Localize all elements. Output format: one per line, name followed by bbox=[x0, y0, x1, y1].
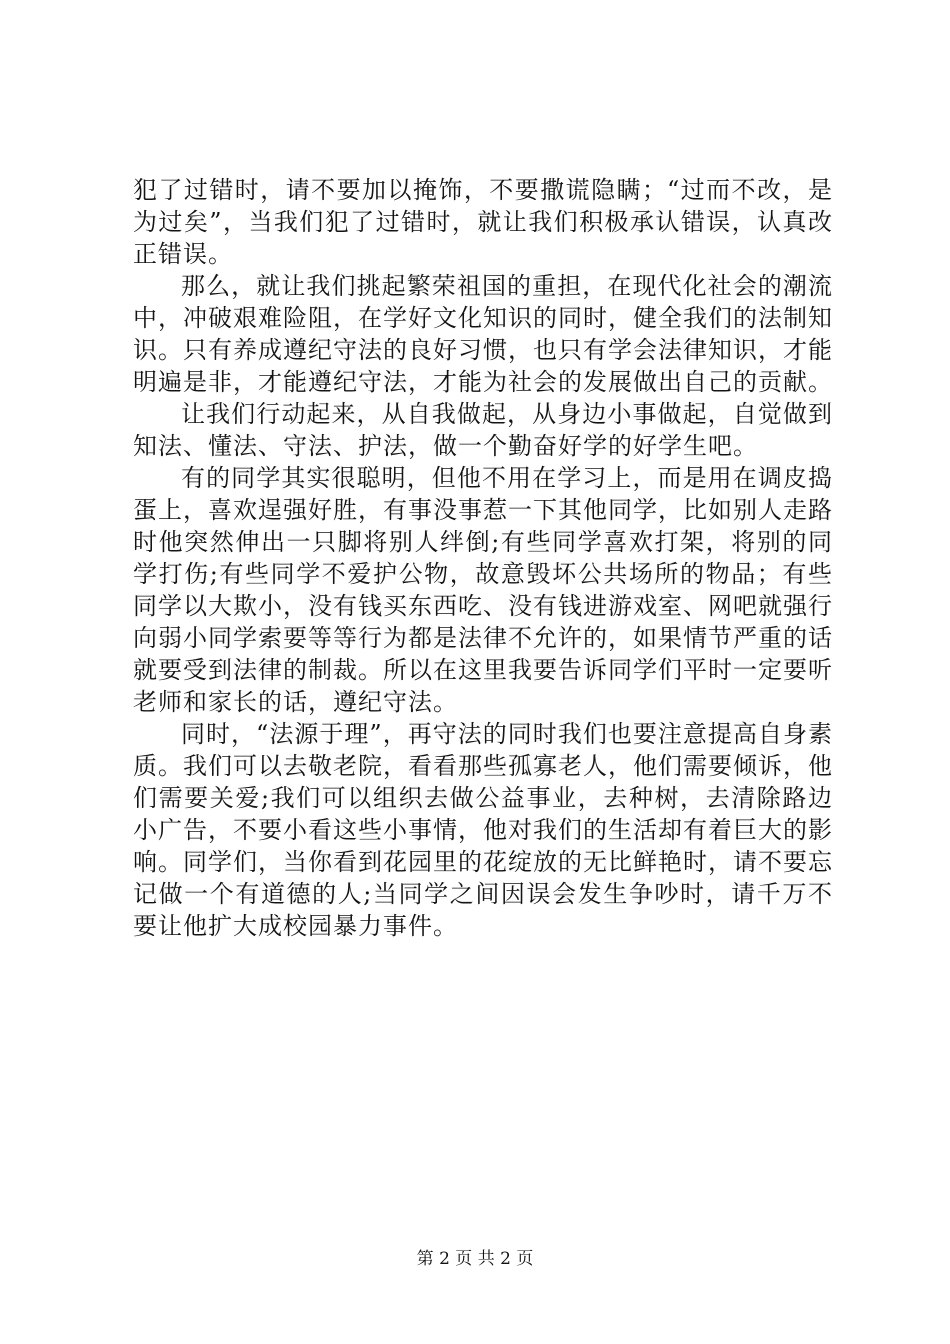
document-body bbox=[133, 174, 833, 942]
paragraph-2: 那么，就让我们挑起繁荣祖国的重担，在现代化社会的潮流中，冲破艰难险阻，在学好文化知识的同时，健全我们的法制知识。只有养成遵纪守法的良好习惯，也只有学会法律知识，才能明遍是非，才能遵纪守法，才能为社会的发展做出自己的贡献。 bbox=[133, 272, 833, 396]
paragraph-3: 让我们行动起来，从自我做起，从身边小事做起，自觉做到知法、懂法、守法、护法，做一个勤奋好学的好学生吧。 bbox=[133, 400, 833, 460]
paragraph-5: 同时，“法源于理”，再守法的同时我们也要注意提高自身素质。我们可以去敬老院，看看那些孤寡老人，他们需要倾诉，他们需要关爱;我们可以组织去做公益事业，去种树，去清除路边小广告，不要小看这些小事情，他对我们的生活却有着巨大的影响。同学们，当你看到花园里的花绽放的无比鲜艳时，请不要忘记做一个有道德的人;当同学之间因误会发生争吵时，请千万不要让他扩大成校园暴力事件。 bbox=[133, 720, 833, 940]
page-footer: 第 2 页 共 2 页 bbox=[416, 1249, 534, 1269]
paragraph-1: 犯了过错时，请不要加以掩饰，不要撒谎隐瞒；“过而不改，是为过矣”，当我们犯了过错时，就让我们积极承认错误，认真改正错误。 bbox=[133, 176, 833, 268]
paragraph-4: 有的同学其实很聪明，但他不用在学习上，而是用在调皮捣蛋上，喜欢逞强好胜，有事没事惹一下其他同学，比如别人走路时他突然伸出一只脚将别人绊倒;有些同学喜欢打架，将别的同学打伤;有些同学不爱护公物，故意毁坏公共场所的物品；有些同学以大欺小，没有钱买东西吃、没有钱进游戏室、网吧就强行向弱小同学索要等等行为都是法律不允许的，如果情节严重的话就要受到法律的制裁。所以在这里我要告诉同学们平时一定要听老师和家长的话，遵纪守法。 bbox=[133, 464, 833, 716]
